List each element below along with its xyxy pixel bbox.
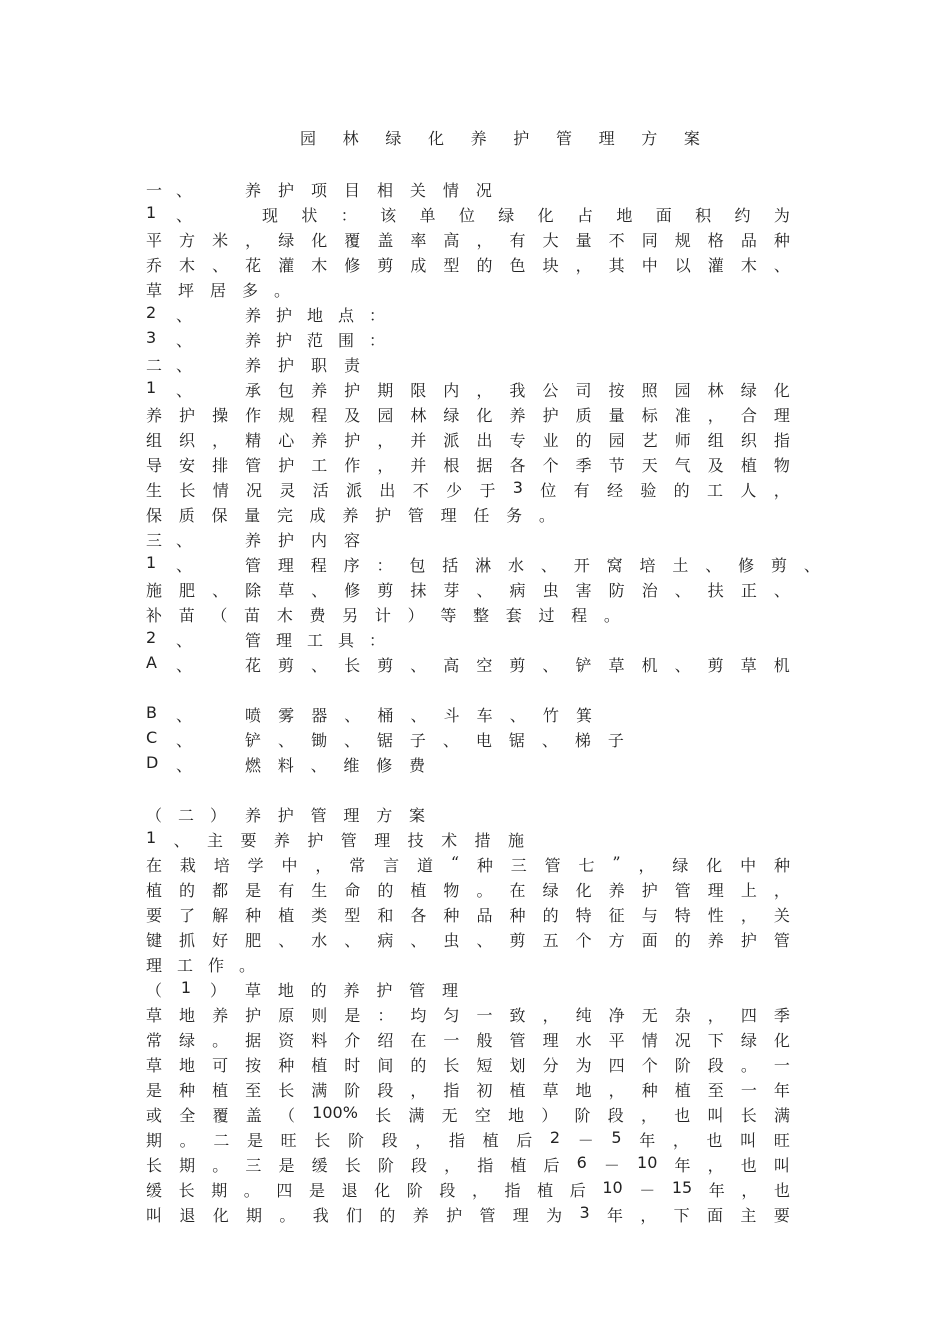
text-line — [0, 303, 950, 327]
text-segment: 缓 长 期 。 四 是 退 化 阶 段 ， 指 植 后 10 － 15 年 ， 也 — [146, 1178, 790, 1200]
text-segment: 养 护 项 目 相 关 情 况 — [245, 181, 492, 200]
text-segment: 生 长 情 况 灵 活 派 出 不 少 于 3 位 有 经 验 的 工 人 ， — [146, 478, 790, 500]
text-segment: 1 、 — [146, 203, 192, 225]
text-line — [0, 503, 950, 527]
text-segment: 草 地 养 护 原 则 是 ： 均 匀 一 致 ， 纯 净 无 杂 ， 四 季 — [146, 1006, 790, 1025]
text-line — [0, 853, 950, 877]
text-line — [0, 1128, 950, 1152]
text-line — [0, 228, 950, 252]
text-segment: 是 种 植 至 长 满 阶 段 ， 指 初 植 草 地 ， 种 植 至 一 年 — [146, 1081, 790, 1100]
text-line — [0, 728, 950, 752]
text-line — [0, 653, 950, 677]
text-line — [0, 278, 950, 302]
text-line — [0, 378, 950, 402]
text-line — [0, 478, 950, 502]
text-segment: 叫 退 化 期 。 我 们 的 养 护 管 理 为 3 年 ， 下 面 主 要 — [146, 1203, 790, 1225]
text-segment: 要 了 解 种 植 类 型 和 各 种 品 种 的 特 征 与 特 性 ， 关 — [146, 906, 790, 925]
text-segment: 草 坪 居 多 。 — [146, 281, 290, 300]
text-line — [0, 1053, 950, 1077]
text-segment: 铲 、 锄 、 锯 子 、 电 锯 、 梯 子 — [245, 731, 624, 750]
text-segment: 3 、 — [146, 328, 192, 350]
text-line — [0, 753, 950, 777]
text-segment: 乔 木 、 花 灌 木 修 剪 成 型 的 色 块 ， 其 中 以 灌 木 、 — [146, 256, 790, 275]
text-line — [0, 1178, 950, 1202]
text-segment: 喷 雾 器 、 桶 、 斗 车 、 竹 箕 — [245, 706, 592, 725]
text-segment: 理 工 作 。 — [146, 956, 255, 975]
text-segment: 养 护 地 点 ： — [245, 306, 385, 325]
text-segment: 2 、 — [146, 628, 192, 650]
text-segment: 管 理 工 具 ： — [245, 631, 385, 650]
text-segment: （ 1 ） — [146, 978, 226, 1000]
text-segment: 保 质 保 量 完 成 养 护 管 理 任 务 。 — [146, 506, 555, 525]
text-line — [0, 703, 950, 727]
text-segment: 养 护 内 容 — [245, 531, 360, 550]
text-segment: 草 地 的 养 护 管 理 — [245, 981, 458, 1000]
text-line — [0, 1078, 950, 1102]
text-line — [0, 253, 950, 277]
text-line — [0, 1153, 950, 1177]
text-segment: 现 状 ： 该 单 位 绿 化 占 地 面 积 约 为 — [262, 206, 790, 225]
text-segment: 1 、 — [146, 553, 192, 575]
text-line — [0, 803, 950, 827]
text-segment: C 、 — [146, 728, 192, 750]
text-line — [0, 1003, 950, 1027]
text-line — [0, 428, 950, 452]
text-line — [0, 353, 950, 377]
text-segment: 组 织 ， 精 心 养 护 ， 并 派 出 专 业 的 园 艺 师 组 织 指 — [146, 431, 790, 450]
text-line — [0, 1028, 950, 1052]
text-segment: 1 、 — [146, 378, 192, 400]
text-line — [0, 953, 950, 977]
text-segment: 期 。 二 是 旺 长 阶 段 ， 指 植 后 2 － 5 年 ， 也 叫 旺 — [146, 1128, 790, 1150]
text-line — [0, 328, 950, 352]
text-segment: 管 理 程 序 ： 包 括 淋 水 、 开 窝 培 土 、 修 剪 、 — [245, 556, 820, 575]
text-segment: 常 绿 。 据 资 料 介 绍 在 一 般 管 理 水 平 情 况 下 绿 化 — [146, 1031, 790, 1050]
text-segment: 燃 料 、 维 修 费 — [245, 756, 425, 775]
text-line — [0, 1203, 950, 1227]
text-segment: 草 地 可 按 种 植 时 间 的 长 短 划 分 为 四 个 阶 段 。 一 — [146, 1056, 790, 1075]
text-line — [0, 528, 950, 552]
text-segment: B 、 — [146, 703, 192, 725]
text-segment: 键 抓 好 肥 、 水 、 病 、 虫 、 剪 五 个 方 面 的 养 护 管 — [146, 931, 790, 950]
text-segment: 施 肥 、 除 草 、 修 剪 抹 芽 、 病 虫 害 防 治 、 扶 正 、 — [146, 581, 790, 600]
text-line — [0, 578, 950, 602]
text-segment: 长 期 。 三 是 缓 长 阶 段 ， 指 植 后 6 － 10 年 ， 也 叫 — [146, 1153, 790, 1175]
text-segment: 三 、 — [146, 531, 192, 550]
text-segment: （ 二 ） — [146, 806, 226, 825]
text-segment: 养 护 职 责 — [245, 356, 360, 375]
text-segment: 平 方 米 ， 绿 化 覆 盖 率 高 ， 有 大 量 不 同 规 格 品 种 — [146, 231, 790, 250]
text-segment: 2 、 — [146, 303, 192, 325]
text-line — [0, 828, 950, 852]
text-line — [0, 553, 950, 577]
text-segment: 二 、 — [146, 356, 192, 375]
text-segment: 或 全 覆 盖 （ 100% 长 满 无 空 地 ） 阶 段 ， 也 叫 长 满 — [146, 1103, 790, 1125]
text-segment: 花 剪 、 长 剪 、 高 空 剪 、 铲 草 机 、 剪 草 机 — [245, 656, 790, 675]
text-line — [0, 628, 950, 652]
text-segment: 一 、 — [146, 181, 192, 200]
text-line — [0, 178, 950, 202]
text-segment: 1 、 主 要 养 护 管 理 技 术 措 施 — [146, 828, 524, 850]
text-line — [0, 928, 950, 952]
text-segment: 承 包 养 护 期 限 内 ， 我 公 司 按 照 园 林 绿 化 — [245, 381, 790, 400]
document-title: 园 林 绿 化 养 护 管 理 方 案 — [300, 129, 700, 148]
text-line — [0, 453, 950, 477]
text-line — [0, 1103, 950, 1127]
text-line — [0, 978, 950, 1002]
text-line — [0, 203, 950, 227]
text-line — [0, 603, 950, 627]
text-segment: 导 安 排 管 护 工 作 ， 并 根 据 各 个 季 节 天 气 及 植 物 — [146, 456, 790, 475]
text-line — [0, 878, 950, 902]
text-segment: A 、 — [146, 653, 192, 675]
text-line — [0, 403, 950, 427]
text-segment: 补 苗 （ 苗 木 费 另 计 ） 等 整 套 过 程 。 — [146, 606, 620, 625]
text-segment: 养 护 范 围 ： — [245, 331, 385, 350]
text-segment: 植 的 都 是 有 生 命 的 植 物 。 在 绿 化 养 护 管 理 上 ， — [146, 881, 790, 900]
text-segment: 养 护 操 作 规 程 及 园 林 绿 化 养 护 质 量 标 准 ， 合 理 — [146, 406, 790, 425]
text-segment: 在 栽 培 学 中 ， 常 言 道 “ 种 三 管 七 ” ， 绿 化 中 种 — [146, 853, 790, 875]
text-segment: D 、 — [146, 753, 192, 775]
text-line — [0, 903, 950, 927]
text-segment: 养 护 管 理 方 案 — [245, 806, 425, 825]
